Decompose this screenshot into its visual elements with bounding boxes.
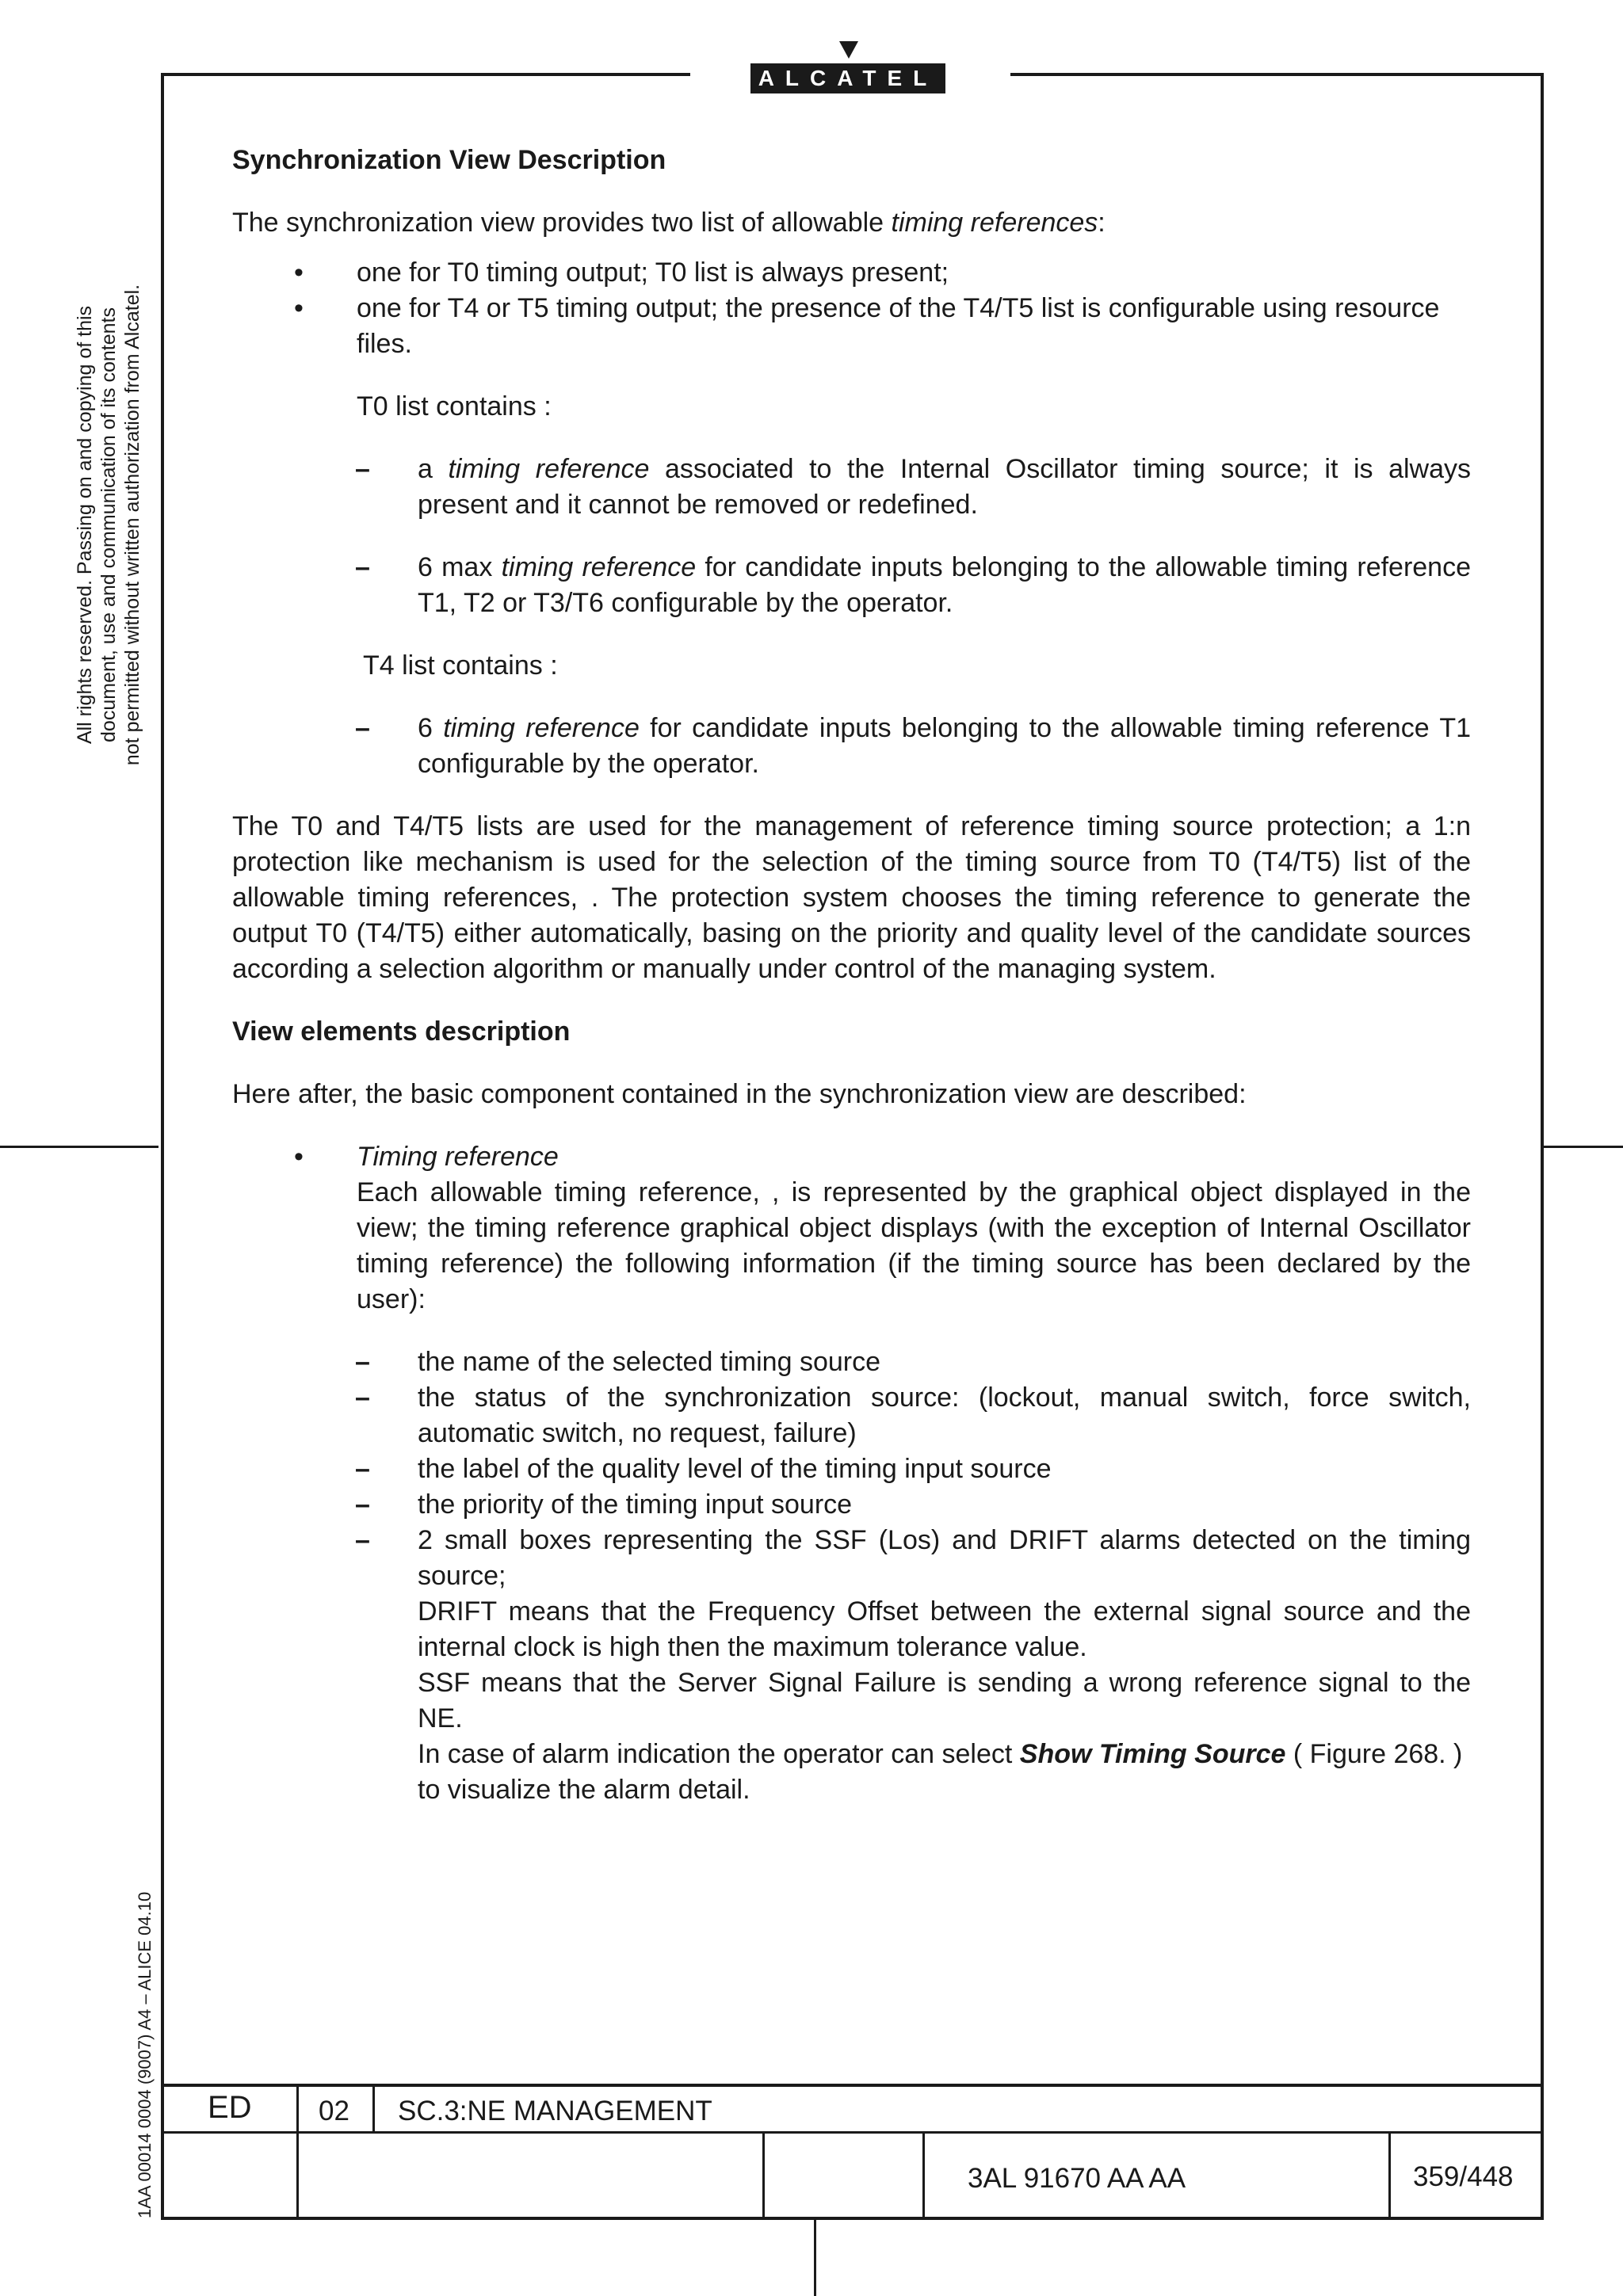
timing-reference-title: Timing reference xyxy=(357,1142,559,1172)
copyright-line-2: document, use and communication of its contents xyxy=(97,307,120,742)
list-item: – a timing reference associated to the Internal Oscillator timing source; it is always present and it cannot be removed or redefined. xyxy=(355,454,1471,520)
list-item: – the label of the quality level of the timing input source xyxy=(355,1454,1052,1484)
form-code: 1AA 00014 0004 (9007) A4 – ALICE 04.10 xyxy=(135,1891,155,2218)
alarm-instruction-end: to visualize the alarm detail. xyxy=(418,1775,750,1805)
footer-col-4 xyxy=(922,2131,925,2218)
margin-tick-left xyxy=(0,1146,158,1148)
frame-bottom xyxy=(161,2217,1544,2220)
protection-paragraph: The T0 and T4/T5 lists are used for the management of reference timing source protection; a 1:n protection like mechanism is used for the selection of the timing source from T0 (T4/T5) list of the allowable timing references, . The protection system chooses the timing reference to generate the output T0 (T4/T5) either automatically, basing on the priority and quality level of the candidate sources according a selection algorithm or manually under control of the managing system. xyxy=(232,811,1471,984)
t4-list-label: T4 list contains : xyxy=(363,650,558,681)
list-item: • one for T4 or T5 timing output; the presence of the T4/T5 list is configurable using resource files. xyxy=(294,293,1440,359)
ssf-description: SSF means that the Server Signal Failure is sending a wrong reference signal to the NE. xyxy=(418,1668,1471,1733)
copyright-line-1: All rights reserved. Passing on and copying of this xyxy=(74,305,96,745)
footer-top-border xyxy=(161,2084,1544,2087)
copyright-notice xyxy=(73,269,144,780)
heading-view-elements: View elements description xyxy=(232,1016,571,1047)
heading-sync-view: Synchronization View Description xyxy=(232,145,666,175)
margin-tick-right xyxy=(1544,1146,1623,1148)
timing-reference-item: • Timing reference Each allowable timing reference, , is represented by the graphical object displayed in the view; the timing reference graphical object displays (with the exception of Internal Oscillator timing reference) the following information (if the timing source has been declared by the user): xyxy=(294,1142,1471,1314)
bottom-center-tick xyxy=(814,2220,816,2296)
frame-left xyxy=(161,73,164,2220)
footer-col-3 xyxy=(762,2131,765,2218)
list-item: – 6 timing reference for candidate inputs belonging to the allowable timing reference T1 configurable by the operator. xyxy=(355,713,1471,779)
copyright-line-3: not permitted without written authorization from Alcatel. xyxy=(121,284,143,766)
list-item: – 6 max timing reference for candidate inputs belonging to the allowable timing reference T1, T2 or T3/T6 configurable by the operator. xyxy=(355,552,1472,618)
footer-col-5 xyxy=(1388,2131,1391,2218)
list-item: • one for T0 timing output; T0 list is always present; xyxy=(294,257,949,288)
list-item: – the priority of the timing input source xyxy=(355,1489,853,1520)
drift-description: DRIFT means that the Frequency Offset between the external signal source and the internal clock is high then the maximum tolerance value. xyxy=(418,1596,1471,1662)
footer-col-1 xyxy=(296,2084,299,2218)
alarm-instruction: In case of alarm indication the operator can select Show Timing Source ( Figure 268. ) xyxy=(418,1739,1463,1769)
list-item: – the name of the selected timing source xyxy=(355,1347,880,1377)
t0-list-label: T0 list contains : xyxy=(357,391,552,421)
frame-top-right xyxy=(1010,73,1544,76)
footer-ed-value: 02 xyxy=(319,2096,349,2126)
alcatel-logo: ALCATEL xyxy=(750,63,945,93)
frame-top-left xyxy=(161,73,690,76)
footer-mid-border xyxy=(161,2131,1544,2134)
footer-ed-label: ED xyxy=(208,2090,252,2125)
info-list xyxy=(232,1344,1471,1808)
list-item: – 2 small boxes representing the SSF (Los) and DRIFT alarms detected on the timing source; xyxy=(355,1525,1471,1591)
intro-paragraph: The synchronization view provides two list of allowable timing references: xyxy=(232,208,1106,238)
footer-col-2 xyxy=(372,2084,375,2133)
footer-section: SC.3:NE MANAGEMENT xyxy=(398,2096,712,2126)
timing-reference-desc: Each allowable timing reference, , is represented by the graphical object displayed in the view; the timing reference graphical object displays (with the exception of Internal Oscillator timing reference) the following information (if the timing source has been declared by the user): xyxy=(357,1177,1471,1314)
footer-doc-code: 3AL 91670 AA AA xyxy=(968,2163,1186,2194)
footer-page-number: 359/448 xyxy=(1413,2161,1514,2192)
output-bullet-list xyxy=(232,255,1471,362)
list-item: – the status of the synchronization source: (lockout, manual switch, force switch, automatic switch, no request, failure) xyxy=(355,1383,1471,1448)
logo-triangle-icon xyxy=(839,41,858,59)
page-content xyxy=(232,143,1471,1808)
intro2-paragraph: Here after, the basic component contained in the synchronization view are described: xyxy=(232,1079,1247,1109)
